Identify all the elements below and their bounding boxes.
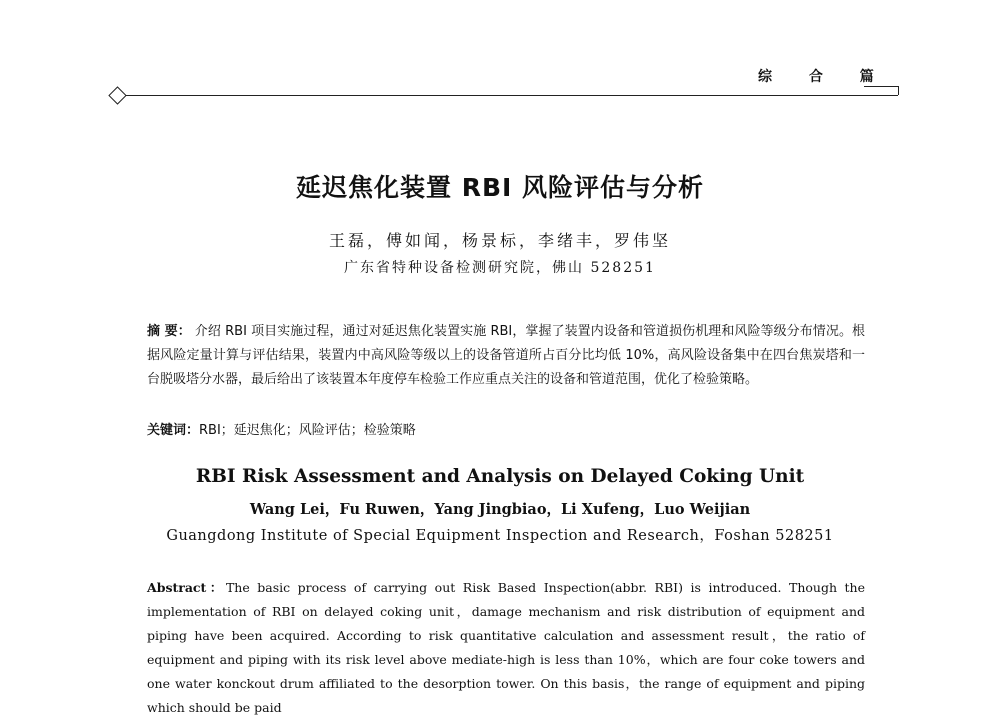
affiliation-en: Guangdong Institute of Special Equipment Inspection and Research，Foshan 528251	[166, 528, 834, 544]
abstract-en-label: Abstract：	[147, 580, 226, 595]
section-label: 综 合 篇	[758, 69, 890, 85]
article-title-en: RBI Risk Assessment and Analysis on Delayed Coking Unit	[195, 466, 805, 487]
article-title-cn: 延迟焦化装置 RBI 风险评估与分析	[295, 173, 705, 202]
header-diamond-ornament	[108, 86, 126, 104]
keywords-cn-label: 关键词：	[147, 423, 200, 438]
authors-en: Wang Lei，Fu Ruwen，Yang Jingbiao，Li Xufeng，Luo Weijian	[249, 501, 751, 518]
keywords-cn-text: RBI；延迟焦化；风险评估；检验策略	[199, 423, 416, 438]
header-rule	[126, 95, 898, 96]
authors-cn: 王磊，傅如闻，杨景标，李绪丰，罗伟坚	[328, 231, 671, 250]
keywords-cn	[147, 419, 865, 438]
abstract-en	[147, 576, 865, 720]
abstract-cn-label: 摘 要：	[147, 324, 191, 339]
abstract-cn	[147, 320, 865, 392]
affiliation-cn: 广东省特种设备检测研究院，佛山 528251	[344, 260, 656, 276]
abstract-en-text: The basic process of carrying out Risk Based Inspection(abbr. RBI) is introduced. Though the implementation of RBI on delayed coking unit，damage mechanism and risk distribution of equipment and piping have been acquired. According to risk quantitative calculation and assessment result，the ratio of equipment and piping with its risk level above mediate-high is less than 10%，which are four coke towers and one water konckout drum affiliated to the desorption tower. On this basis，the range of equipment and piping which should be paid	[147, 580, 865, 715]
abstract-cn-text: 介绍 RBI 项目实施过程，通过对延迟焦化装置实施 RBI，掌握了装置内设备和管道损伤机理和风险等级分布情况。根据风险定量计算与评估结果，装置内中高风险等级以上的设备管道所占百分比均低 10%，高风险设备集中在四台焦炭塔和一台脱吸塔分水器，最后给出了该装置本年度停车检验工作应重点关注的设备和管道范围，优化了检验策略。	[147, 324, 866, 387]
section-tab-ornament	[864, 86, 899, 95]
